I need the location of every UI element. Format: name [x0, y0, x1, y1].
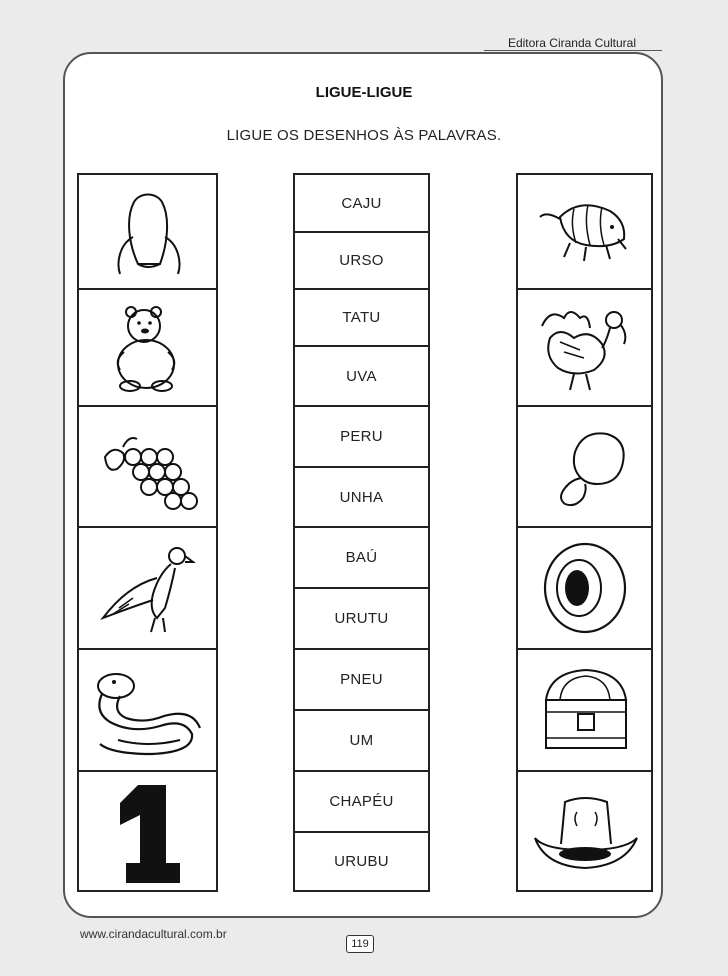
hat-icon [525, 788, 645, 878]
word-cell[interactable] [295, 290, 428, 347]
grapes-icon [93, 417, 203, 517]
tire-icon [535, 538, 635, 638]
picture-cell-armadillo[interactable] [518, 175, 651, 290]
word-cell[interactable] [295, 407, 428, 468]
picture-cell-nail[interactable] [79, 175, 216, 290]
armadillo-icon [530, 187, 640, 277]
word-cell[interactable] [295, 468, 428, 528]
picture-cell-snake[interactable] [79, 650, 216, 772]
word-label: TATU [342, 309, 381, 326]
word-label: URSO [339, 252, 384, 269]
word-label: CAJU [341, 194, 382, 212]
publisher-label: Editora Ciranda Cultural [507, 36, 636, 50]
word-label: BAÚ [345, 549, 378, 566]
word-cell[interactable] [295, 833, 428, 890]
snake-icon [88, 660, 208, 760]
word-column [293, 173, 430, 892]
picture-cell-vulture[interactable] [79, 528, 216, 650]
vulture-icon [93, 538, 203, 638]
word-cell[interactable] [295, 711, 428, 772]
page-title: LIGUE-LIGUE [315, 84, 413, 101]
word-cell[interactable] [295, 589, 428, 650]
number-one-icon [98, 781, 198, 885]
picture-cell-tire[interactable] [518, 528, 651, 650]
picture-cell-bear[interactable] [79, 290, 216, 407]
picture-cell-hat[interactable] [518, 772, 651, 894]
cashew-icon [535, 422, 635, 512]
footer-url: www.cirandacultural.com.br [80, 927, 227, 941]
picture-cell-cashew[interactable] [518, 407, 651, 528]
nail-icon [98, 182, 198, 282]
word-cell[interactable] [295, 528, 428, 589]
instruction-text: LIGUE OS DESENHOS ÀS PALAVRAS. [226, 127, 502, 144]
word-cell[interactable] [295, 772, 428, 833]
picture-cell-grapes[interactable] [79, 407, 216, 528]
left-picture-column [77, 173, 218, 892]
picture-cell-number-one[interactable] [79, 772, 216, 894]
word-cell[interactable] [295, 175, 428, 233]
word-label: UM [349, 732, 374, 749]
word-label: URUBU [334, 853, 389, 870]
word-label: PERU [340, 428, 383, 445]
word-label: PNEU [340, 671, 383, 688]
word-cell[interactable] [295, 233, 428, 290]
page-number: 119 [346, 935, 374, 953]
word-label: CHAPÉU [329, 793, 394, 810]
chest-icon [530, 660, 640, 760]
turkey-icon [530, 298, 640, 398]
picture-cell-turkey[interactable] [518, 290, 651, 407]
word-cell[interactable] [295, 650, 428, 711]
bear-icon [98, 298, 198, 398]
word-label: UNHA [339, 488, 384, 506]
picture-cell-chest[interactable] [518, 650, 651, 772]
right-picture-column [516, 173, 653, 892]
word-cell[interactable] [295, 347, 428, 407]
header-rule [484, 50, 662, 51]
word-label: UVA [346, 367, 377, 385]
word-label: URUTU [334, 610, 389, 627]
